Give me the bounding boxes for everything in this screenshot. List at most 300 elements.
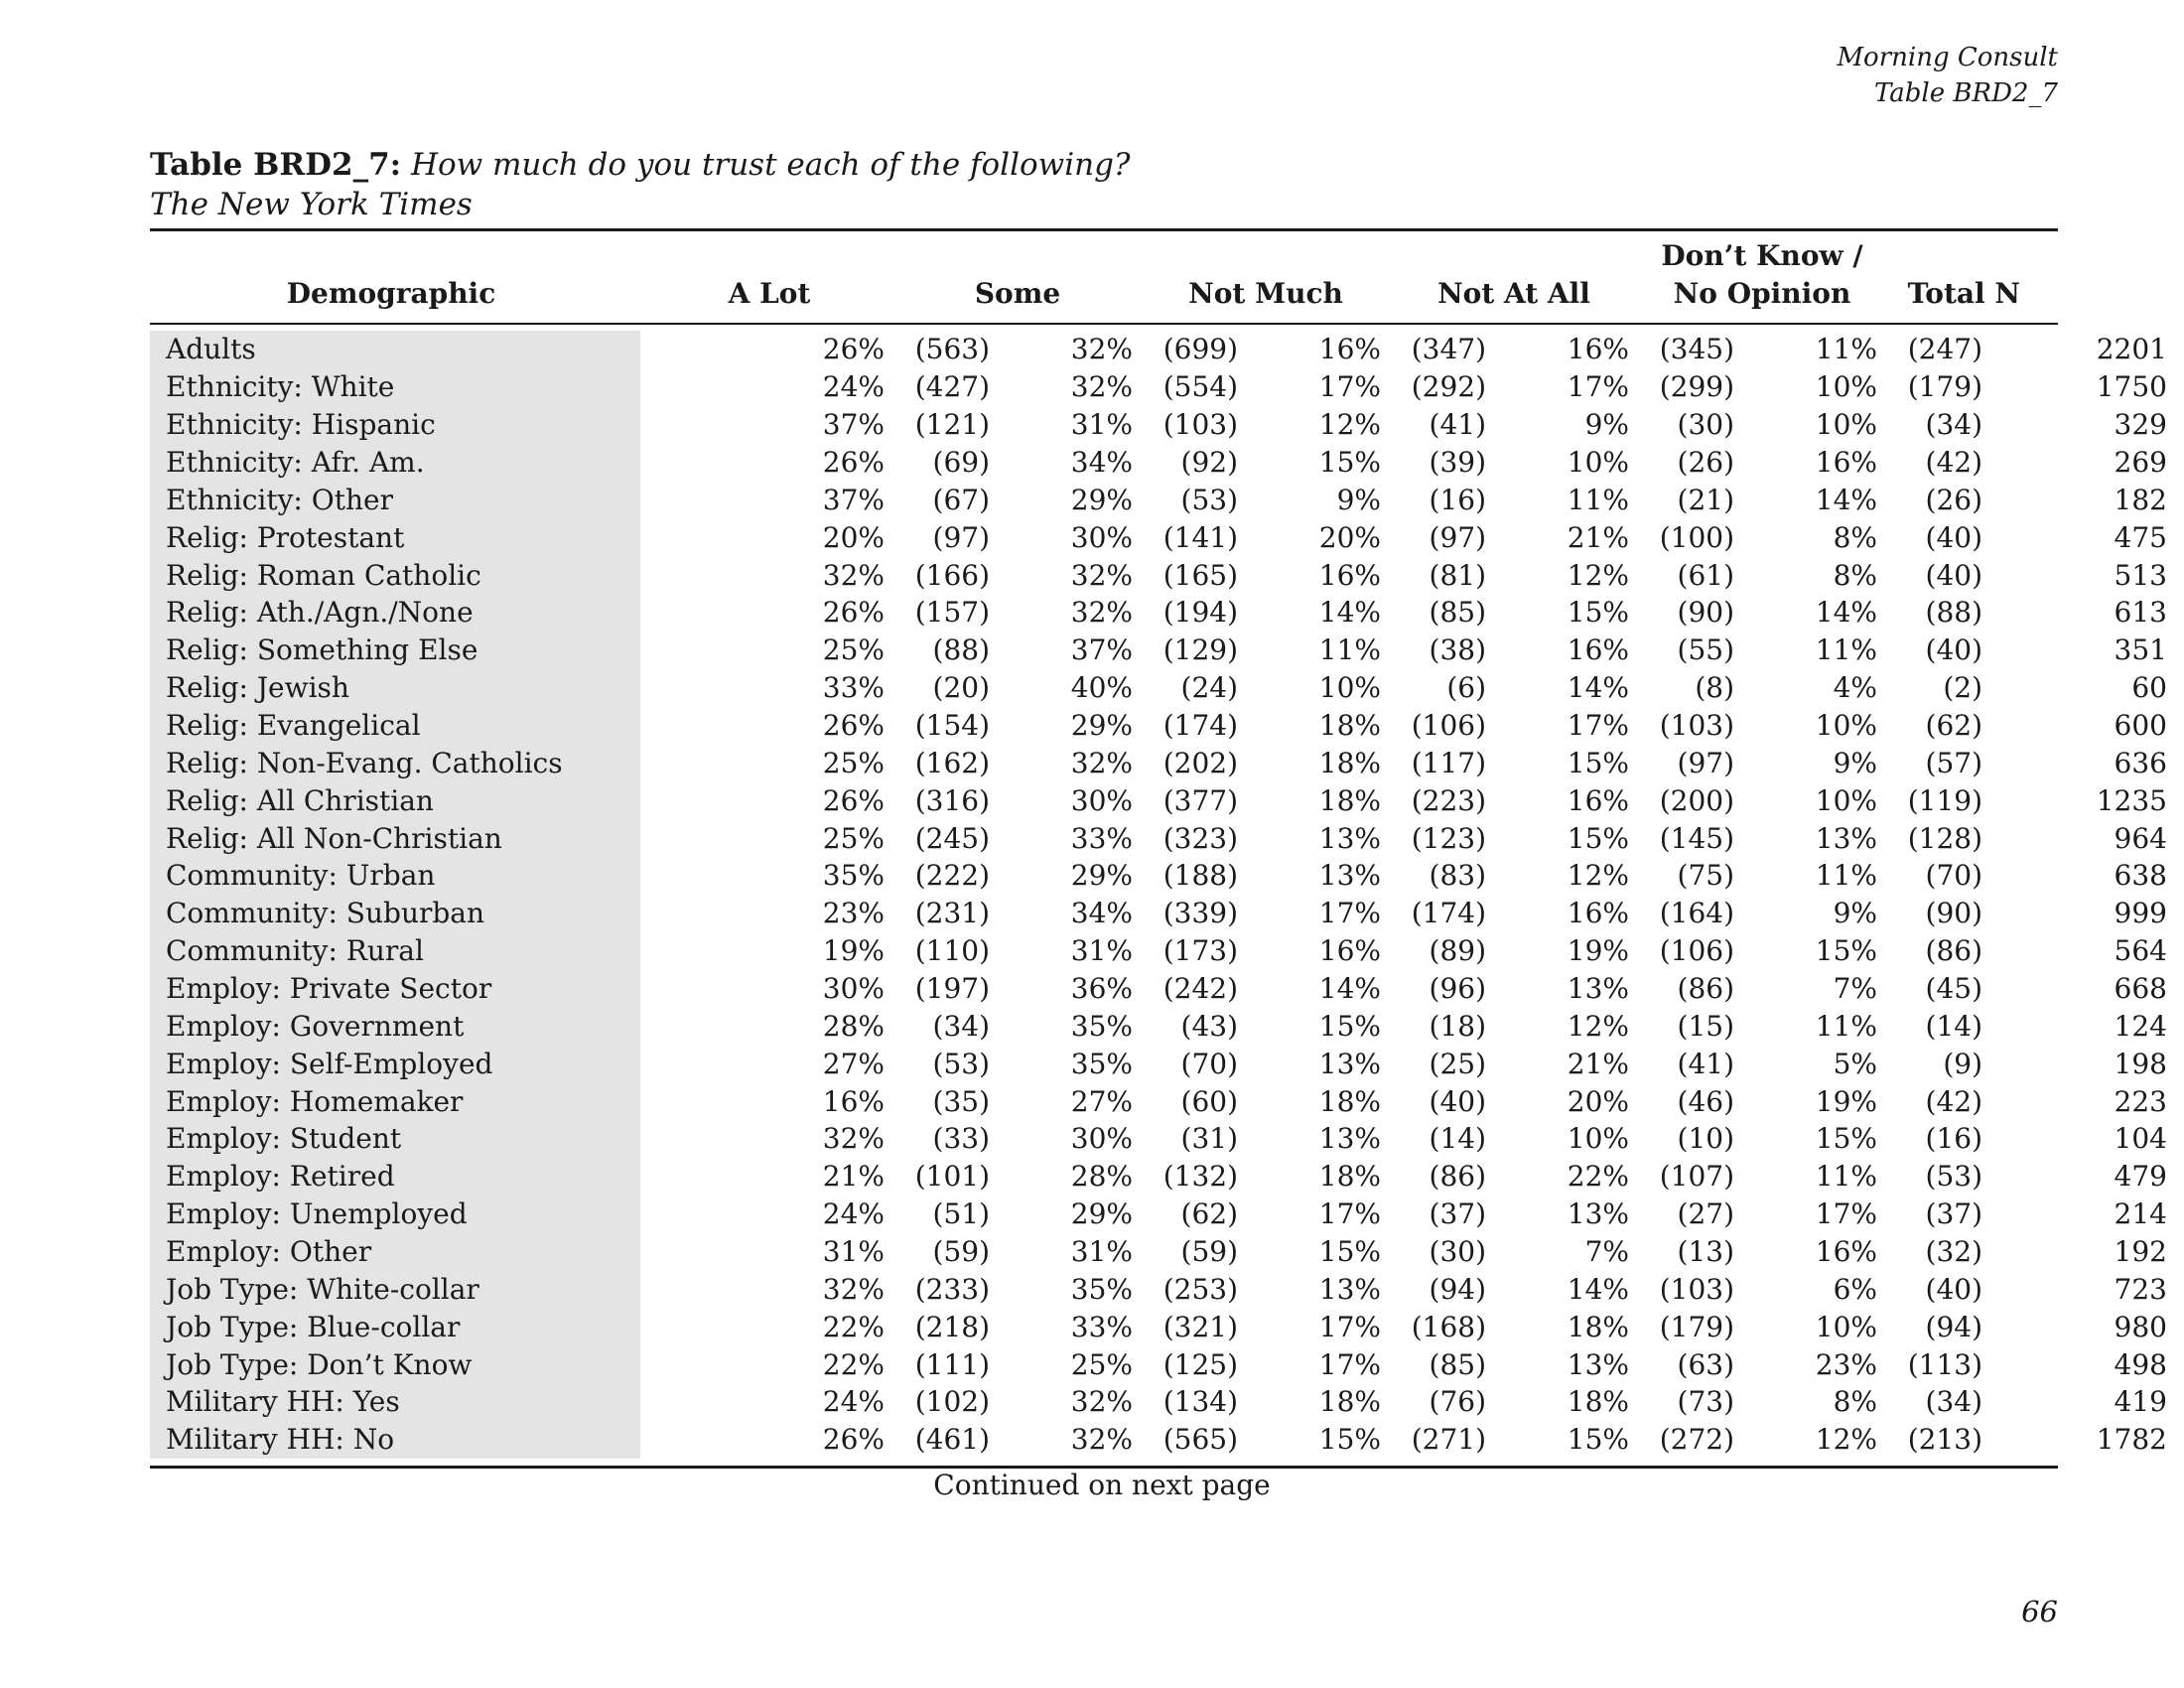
not-at-all-n-cell: (10) <box>1677 1122 1734 1156</box>
title-subtitle: The New York Times <box>150 187 473 222</box>
not-at-all-n-cell: (179) <box>1659 1310 1734 1343</box>
dont-know-pct-cell: 5% <box>1833 1047 1877 1080</box>
dont-know-pct-cell: 14% <box>1815 483 1877 516</box>
col-header-some: Some <box>974 277 1061 310</box>
table-row <box>150 1421 2184 1459</box>
not-much-n-cell: (37) <box>1429 1197 1486 1231</box>
total-n-cell: 564 <box>2114 934 2167 968</box>
not-much-n-cell: (85) <box>1429 1347 1486 1381</box>
not-much-n-cell: (18) <box>1429 1009 1486 1043</box>
a-lot-n-cell: (110) <box>914 934 990 968</box>
not-at-all-pct-cell: 14% <box>1567 1272 1629 1306</box>
not-much-pct-cell: 18% <box>1318 746 1381 779</box>
not-much-pct-cell: 18% <box>1318 1160 1381 1194</box>
table-row <box>150 1345 2184 1383</box>
not-at-all-pct-cell: 15% <box>1567 821 1629 855</box>
some-n-cell: (141) <box>1162 520 1238 554</box>
not-at-all-n-cell: (21) <box>1677 483 1734 516</box>
page-number: 66 <box>2021 1595 2058 1628</box>
dont-know-pct-cell: 8% <box>1833 1385 1877 1419</box>
not-at-all-n-cell: (46) <box>1677 1084 1734 1118</box>
some-pct-cell: 32% <box>1070 558 1133 592</box>
table-body <box>150 331 2184 1459</box>
not-at-all-pct-cell: 7% <box>1584 1235 1629 1269</box>
some-n-cell: (377) <box>1162 783 1238 817</box>
col-header-dont-know <box>1648 237 1876 313</box>
not-much-pct-cell: 17% <box>1318 1310 1381 1343</box>
not-much-n-cell: (271) <box>1411 1423 1486 1457</box>
a-lot-n-cell: (461) <box>914 1423 990 1457</box>
some-n-cell: (565) <box>1162 1423 1238 1457</box>
not-at-all-n-cell: (55) <box>1677 633 1734 667</box>
not-much-pct-cell: 10% <box>1318 671 1381 705</box>
not-much-pct-cell: 17% <box>1318 897 1381 930</box>
table-row <box>150 857 2184 895</box>
not-at-all-pct-cell: 10% <box>1567 1122 1629 1156</box>
not-much-n-cell: (16) <box>1429 483 1486 516</box>
col-header-demographic: Demographic <box>286 277 496 310</box>
not-much-n-cell: (83) <box>1429 859 1486 893</box>
row-spacer <box>2167 1120 2184 1158</box>
some-n-cell: (165) <box>1162 558 1238 592</box>
not-at-all-n-cell: (106) <box>1659 934 1734 968</box>
table-row <box>150 632 2184 669</box>
header-org: Morning Consult <box>1837 43 2058 72</box>
a-lot-pct-cell: 24% <box>822 1197 885 1231</box>
not-much-pct-cell: 18% <box>1318 1084 1381 1118</box>
row-spacer <box>2167 932 2184 970</box>
some-n-cell: (699) <box>1162 333 1238 366</box>
col-header-a-lot: A Lot <box>728 277 811 310</box>
dont-know-n-cell: (62) <box>1925 709 1982 743</box>
total-n-cell: 475 <box>2114 520 2167 554</box>
table-row <box>150 1045 2184 1082</box>
some-n-cell: (242) <box>1162 972 1238 1006</box>
a-lot-n-cell: (157) <box>914 596 990 630</box>
row-spacer <box>2167 1158 2184 1196</box>
total-n-cell: 182 <box>2114 483 2167 516</box>
dont-know-n-cell: (26) <box>1925 483 1982 516</box>
not-at-all-n-cell: (299) <box>1659 370 1734 404</box>
not-at-all-n-cell: (63) <box>1677 1347 1734 1381</box>
table-row <box>150 669 2184 707</box>
not-at-all-n-cell: (90) <box>1677 596 1734 630</box>
demographic-label: Relig: Non-Evang. Catholics <box>150 744 640 781</box>
not-at-all-pct-cell: 21% <box>1567 1047 1629 1080</box>
dont-know-n-cell: (32) <box>1925 1235 1982 1269</box>
a-lot-pct-cell: 26% <box>822 709 885 743</box>
row-spacer <box>2167 1345 2184 1383</box>
dont-know-n-cell: (16) <box>1925 1122 1982 1156</box>
dont-know-pct-cell: 10% <box>1815 783 1877 817</box>
not-at-all-pct-cell: 17% <box>1567 709 1629 743</box>
not-much-pct-cell: 17% <box>1318 1197 1381 1231</box>
total-n-cell: 198 <box>2114 1047 2167 1080</box>
not-much-n-cell: (6) <box>1446 671 1486 705</box>
a-lot-n-cell: (563) <box>914 333 990 366</box>
not-much-n-cell: (292) <box>1411 370 1486 404</box>
table-row <box>150 444 2184 482</box>
some-n-cell: (323) <box>1162 821 1238 855</box>
some-pct-cell: 33% <box>1070 1310 1133 1343</box>
dont-know-pct-cell: 11% <box>1815 633 1877 667</box>
demographic-label: Job Type: Don’t Know <box>150 1345 640 1383</box>
not-much-pct-cell: 18% <box>1318 709 1381 743</box>
dont-know-n-cell: (119) <box>1907 783 1982 817</box>
dont-know-pct-cell: 10% <box>1815 709 1877 743</box>
row-spacer <box>2167 669 2184 707</box>
col-header-dont-know-line1: Don’t Know / <box>1661 239 1863 272</box>
some-pct-cell: 25% <box>1070 1347 1133 1381</box>
not-much-pct-cell: 15% <box>1318 1423 1381 1457</box>
not-at-all-n-cell: (107) <box>1659 1160 1734 1194</box>
demographic-label: Job Type: Blue-collar <box>150 1308 640 1345</box>
not-at-all-pct-cell: 18% <box>1567 1385 1629 1419</box>
a-lot-pct-cell: 32% <box>822 558 885 592</box>
total-n-cell: 1750 <box>2096 370 2167 404</box>
dont-know-n-cell: (179) <box>1907 370 1982 404</box>
row-spacer <box>2167 1308 2184 1345</box>
dont-know-pct-cell: 11% <box>1815 333 1877 366</box>
a-lot-n-cell: (162) <box>914 746 990 779</box>
demographic-label: Job Type: White-collar <box>150 1270 640 1308</box>
a-lot-n-cell: (154) <box>914 709 990 743</box>
some-pct-cell: 27% <box>1070 1084 1133 1118</box>
table-row <box>150 1270 2184 1308</box>
a-lot-pct-cell: 26% <box>822 783 885 817</box>
dont-know-pct-cell: 6% <box>1833 1272 1877 1306</box>
not-at-all-n-cell: (145) <box>1659 821 1734 855</box>
row-spacer <box>2167 707 2184 745</box>
demographic-label: Employ: Self-Employed <box>150 1045 640 1082</box>
dont-know-pct-cell: 8% <box>1833 558 1877 592</box>
a-lot-pct-cell: 37% <box>822 408 885 442</box>
total-n-cell: 60 <box>2131 671 2167 705</box>
some-n-cell: (31) <box>1180 1122 1238 1156</box>
some-n-cell: (92) <box>1180 446 1238 479</box>
a-lot-n-cell: (69) <box>932 446 990 479</box>
not-much-pct-cell: 13% <box>1318 1047 1381 1080</box>
not-at-all-n-cell: (13) <box>1677 1235 1734 1269</box>
row-spacer <box>2167 857 2184 895</box>
table-row <box>150 1233 2184 1271</box>
dont-know-pct-cell: 23% <box>1815 1347 1877 1381</box>
demographic-label: Relig: Roman Catholic <box>150 556 640 594</box>
header-rule <box>150 323 2058 325</box>
dont-know-pct-cell: 16% <box>1815 1235 1877 1269</box>
a-lot-n-cell: (88) <box>932 633 990 667</box>
some-pct-cell: 30% <box>1070 783 1133 817</box>
dont-know-pct-cell: 11% <box>1815 1009 1877 1043</box>
some-pct-cell: 34% <box>1070 897 1133 930</box>
table-row <box>150 932 2184 970</box>
a-lot-n-cell: (245) <box>914 821 990 855</box>
a-lot-n-cell: (222) <box>914 859 990 893</box>
a-lot-pct-cell: 26% <box>822 333 885 366</box>
total-n-cell: 1782 <box>2096 1423 2167 1457</box>
some-pct-cell: 29% <box>1070 483 1133 516</box>
some-pct-cell: 40% <box>1070 671 1133 705</box>
not-much-n-cell: (223) <box>1411 783 1486 817</box>
a-lot-pct-cell: 33% <box>822 671 885 705</box>
not-at-all-pct-cell: 12% <box>1567 1009 1629 1043</box>
dont-know-pct-cell: 19% <box>1815 1084 1877 1118</box>
demographic-label: Relig: All Christian <box>150 781 640 819</box>
dont-know-n-cell: (42) <box>1925 446 1982 479</box>
not-much-pct-cell: 17% <box>1318 370 1381 404</box>
demographic-label: Ethnicity: Other <box>150 481 640 518</box>
total-n-cell: 513 <box>2114 558 2167 592</box>
not-at-all-pct-cell: 15% <box>1567 596 1629 630</box>
table-row <box>150 744 2184 781</box>
a-lot-n-cell: (59) <box>932 1235 990 1269</box>
dont-know-n-cell: (113) <box>1907 1347 1982 1381</box>
total-n-cell: 223 <box>2114 1084 2167 1118</box>
some-n-cell: (194) <box>1162 596 1238 630</box>
not-much-n-cell: (85) <box>1429 596 1486 630</box>
dont-know-n-cell: (14) <box>1925 1009 1982 1043</box>
not-at-all-n-cell: (103) <box>1659 1272 1734 1306</box>
not-much-pct-cell: 15% <box>1318 1235 1381 1269</box>
some-pct-cell: 31% <box>1070 934 1133 968</box>
row-spacer <box>2167 1045 2184 1082</box>
dont-know-n-cell: (57) <box>1925 746 1982 779</box>
dont-know-pct-cell: 16% <box>1815 446 1877 479</box>
a-lot-n-cell: (101) <box>914 1160 990 1194</box>
a-lot-n-cell: (111) <box>914 1347 990 1381</box>
dont-know-n-cell: (213) <box>1907 1423 1982 1457</box>
dont-know-pct-cell: 11% <box>1815 1160 1877 1194</box>
not-at-all-pct-cell: 11% <box>1567 483 1629 516</box>
row-spacer <box>2167 1383 2184 1421</box>
dont-know-pct-cell: 12% <box>1815 1423 1877 1457</box>
dont-know-n-cell: (40) <box>1925 1272 1982 1306</box>
demographic-label: Relig: Protestant <box>150 518 640 556</box>
not-at-all-pct-cell: 15% <box>1567 1423 1629 1457</box>
not-at-all-pct-cell: 18% <box>1567 1310 1629 1343</box>
dont-know-n-cell: (45) <box>1925 972 1982 1006</box>
not-much-n-cell: (89) <box>1429 934 1486 968</box>
some-pct-cell: 28% <box>1070 1160 1133 1194</box>
demographic-label: Employ: Unemployed <box>150 1196 640 1233</box>
row-spacer <box>2167 895 2184 932</box>
demographic-label: Employ: Private Sector <box>150 970 640 1008</box>
demographic-label: Relig: All Non-Christian <box>150 819 640 857</box>
a-lot-n-cell: (121) <box>914 408 990 442</box>
demographic-label: Employ: Homemaker <box>150 1082 640 1120</box>
some-pct-cell: 32% <box>1070 1385 1133 1419</box>
table-row <box>150 707 2184 745</box>
total-n-cell: 980 <box>2114 1310 2167 1343</box>
total-n-cell: 668 <box>2114 972 2167 1006</box>
some-pct-cell: 31% <box>1070 1235 1133 1269</box>
not-at-all-n-cell: (27) <box>1677 1197 1734 1231</box>
demographic-label: Ethnicity: White <box>150 368 640 406</box>
a-lot-pct-cell: 25% <box>822 633 885 667</box>
dont-know-n-cell: (2) <box>1943 671 1982 705</box>
a-lot-pct-cell: 31% <box>822 1235 885 1269</box>
dont-know-pct-cell: 17% <box>1815 1197 1877 1231</box>
not-at-all-n-cell: (272) <box>1659 1423 1734 1457</box>
not-much-pct-cell: 16% <box>1318 934 1381 968</box>
not-much-pct-cell: 12% <box>1318 408 1381 442</box>
row-spacer <box>2167 1421 2184 1459</box>
not-at-all-pct-cell: 16% <box>1567 897 1629 930</box>
dont-know-n-cell: (53) <box>1925 1160 1982 1194</box>
some-n-cell: (173) <box>1162 934 1238 968</box>
table-row <box>150 781 2184 819</box>
row-spacer <box>2167 1007 2184 1045</box>
some-pct-cell: 29% <box>1070 709 1133 743</box>
some-pct-cell: 31% <box>1070 408 1133 442</box>
not-much-pct-cell: 11% <box>1318 633 1381 667</box>
total-n-cell: 498 <box>2114 1347 2167 1381</box>
demographic-label: Military HH: Yes <box>150 1383 640 1421</box>
table-row <box>150 368 2184 406</box>
not-much-n-cell: (38) <box>1429 633 1486 667</box>
a-lot-pct-cell: 37% <box>822 483 885 516</box>
a-lot-pct-cell: 22% <box>822 1347 885 1381</box>
row-spacer <box>2167 1196 2184 1233</box>
some-n-cell: (60) <box>1180 1084 1238 1118</box>
a-lot-pct-cell: 32% <box>822 1122 885 1156</box>
a-lot-pct-cell: 27% <box>822 1047 885 1080</box>
dont-know-n-cell: (40) <box>1925 633 1982 667</box>
a-lot-pct-cell: 26% <box>822 446 885 479</box>
table-row <box>150 1308 2184 1345</box>
row-spacer <box>2167 744 2184 781</box>
demographic-label: Community: Urban <box>150 857 640 895</box>
total-n-cell: 419 <box>2114 1385 2167 1419</box>
row-spacer <box>2167 819 2184 857</box>
not-at-all-n-cell: (164) <box>1659 897 1734 930</box>
demographic-label: Relig: Evangelical <box>150 707 640 745</box>
dont-know-pct-cell: 8% <box>1833 520 1877 554</box>
a-lot-pct-cell: 25% <box>822 821 885 855</box>
some-n-cell: (129) <box>1162 633 1238 667</box>
a-lot-n-cell: (166) <box>914 558 990 592</box>
dont-know-pct-cell: 13% <box>1815 821 1877 855</box>
some-pct-cell: 29% <box>1070 1197 1133 1231</box>
total-n-cell: 479 <box>2114 1160 2167 1194</box>
a-lot-n-cell: (97) <box>932 520 990 554</box>
not-at-all-pct-cell: 22% <box>1567 1160 1629 1194</box>
table-row <box>150 1007 2184 1045</box>
row-spacer <box>2167 444 2184 482</box>
demographic-label: Community: Rural <box>150 932 640 970</box>
continued-note: Continued on next page <box>933 1469 1271 1501</box>
not-much-pct-cell: 13% <box>1318 821 1381 855</box>
demographic-label: Employ: Student <box>150 1120 640 1158</box>
some-pct-cell: 30% <box>1070 520 1133 554</box>
total-n-cell: 269 <box>2114 446 2167 479</box>
some-n-cell: (339) <box>1162 897 1238 930</box>
not-at-all-n-cell: (103) <box>1659 709 1734 743</box>
dont-know-pct-cell: 10% <box>1815 408 1877 442</box>
a-lot-pct-cell: 26% <box>822 596 885 630</box>
a-lot-n-cell: (33) <box>932 1122 990 1156</box>
some-pct-cell: 34% <box>1070 446 1133 479</box>
not-much-pct-cell: 16% <box>1318 333 1381 366</box>
not-at-all-pct-cell: 13% <box>1567 1197 1629 1231</box>
total-n-cell: 600 <box>2114 709 2167 743</box>
not-at-all-pct-cell: 13% <box>1567 972 1629 1006</box>
total-n-cell: 192 <box>2114 1235 2167 1269</box>
some-pct-cell: 32% <box>1070 596 1133 630</box>
dont-know-n-cell: (86) <box>1925 934 1982 968</box>
row-spacer <box>2167 970 2184 1008</box>
demographic-label: Ethnicity: Hispanic <box>150 406 640 444</box>
demographic-label: Employ: Government <box>150 1007 640 1045</box>
dont-know-pct-cell: 4% <box>1833 671 1877 705</box>
not-much-n-cell: (168) <box>1411 1310 1486 1343</box>
table-row <box>150 970 2184 1008</box>
not-at-all-pct-cell: 15% <box>1567 746 1629 779</box>
total-n-cell: 638 <box>2114 859 2167 893</box>
not-much-n-cell: (86) <box>1429 1160 1486 1194</box>
not-at-all-pct-cell: 12% <box>1567 859 1629 893</box>
not-at-all-pct-cell: 21% <box>1567 520 1629 554</box>
table-row <box>150 1158 2184 1196</box>
not-at-all-n-cell: (100) <box>1659 520 1734 554</box>
table-row <box>150 1196 2184 1233</box>
not-much-n-cell: (25) <box>1429 1047 1486 1080</box>
not-much-pct-cell: 20% <box>1318 520 1381 554</box>
table-row <box>150 406 2184 444</box>
some-n-cell: (125) <box>1162 1347 1238 1381</box>
a-lot-pct-cell: 19% <box>822 934 885 968</box>
dont-know-n-cell: (70) <box>1925 859 1982 893</box>
data-table <box>150 331 2184 1459</box>
not-at-all-n-cell: (97) <box>1677 746 1734 779</box>
not-much-pct-cell: 13% <box>1318 1122 1381 1156</box>
page-header <box>1837 40 2058 111</box>
table-title <box>150 145 1131 224</box>
some-pct-cell: 30% <box>1070 1122 1133 1156</box>
dont-know-n-cell: (9) <box>1943 1047 1982 1080</box>
col-header-total: Total N <box>1907 277 2020 310</box>
some-n-cell: (174) <box>1162 709 1238 743</box>
row-spacer <box>2167 331 2184 368</box>
a-lot-pct-cell: 20% <box>822 520 885 554</box>
not-much-pct-cell: 14% <box>1318 972 1381 1006</box>
dont-know-n-cell: (40) <box>1925 558 1982 592</box>
row-spacer <box>2167 1233 2184 1271</box>
a-lot-n-cell: (20) <box>932 671 990 705</box>
a-lot-n-cell: (316) <box>914 783 990 817</box>
not-much-pct-cell: 17% <box>1318 1347 1381 1381</box>
total-n-cell: 329 <box>2114 408 2167 442</box>
row-spacer <box>2167 481 2184 518</box>
total-n-cell: 351 <box>2114 633 2167 667</box>
not-much-n-cell: (117) <box>1411 746 1486 779</box>
demographic-label: Relig: Jewish <box>150 669 640 707</box>
demographic-label: Military HH: No <box>150 1421 640 1459</box>
dont-know-pct-cell: 9% <box>1833 897 1877 930</box>
not-at-all-pct-cell: 14% <box>1567 671 1629 705</box>
not-at-all-n-cell: (15) <box>1677 1009 1734 1043</box>
row-spacer <box>2167 368 2184 406</box>
not-much-n-cell: (123) <box>1411 821 1486 855</box>
not-at-all-n-cell: (30) <box>1677 408 1734 442</box>
not-much-pct-cell: 16% <box>1318 558 1381 592</box>
some-pct-cell: 32% <box>1070 746 1133 779</box>
row-spacer <box>2167 632 2184 669</box>
col-header-dont-know-line2: No Opinion <box>1673 277 1851 310</box>
not-much-pct-cell: 18% <box>1318 1385 1381 1419</box>
not-at-all-pct-cell: 17% <box>1567 370 1629 404</box>
not-much-n-cell: (347) <box>1411 333 1486 366</box>
